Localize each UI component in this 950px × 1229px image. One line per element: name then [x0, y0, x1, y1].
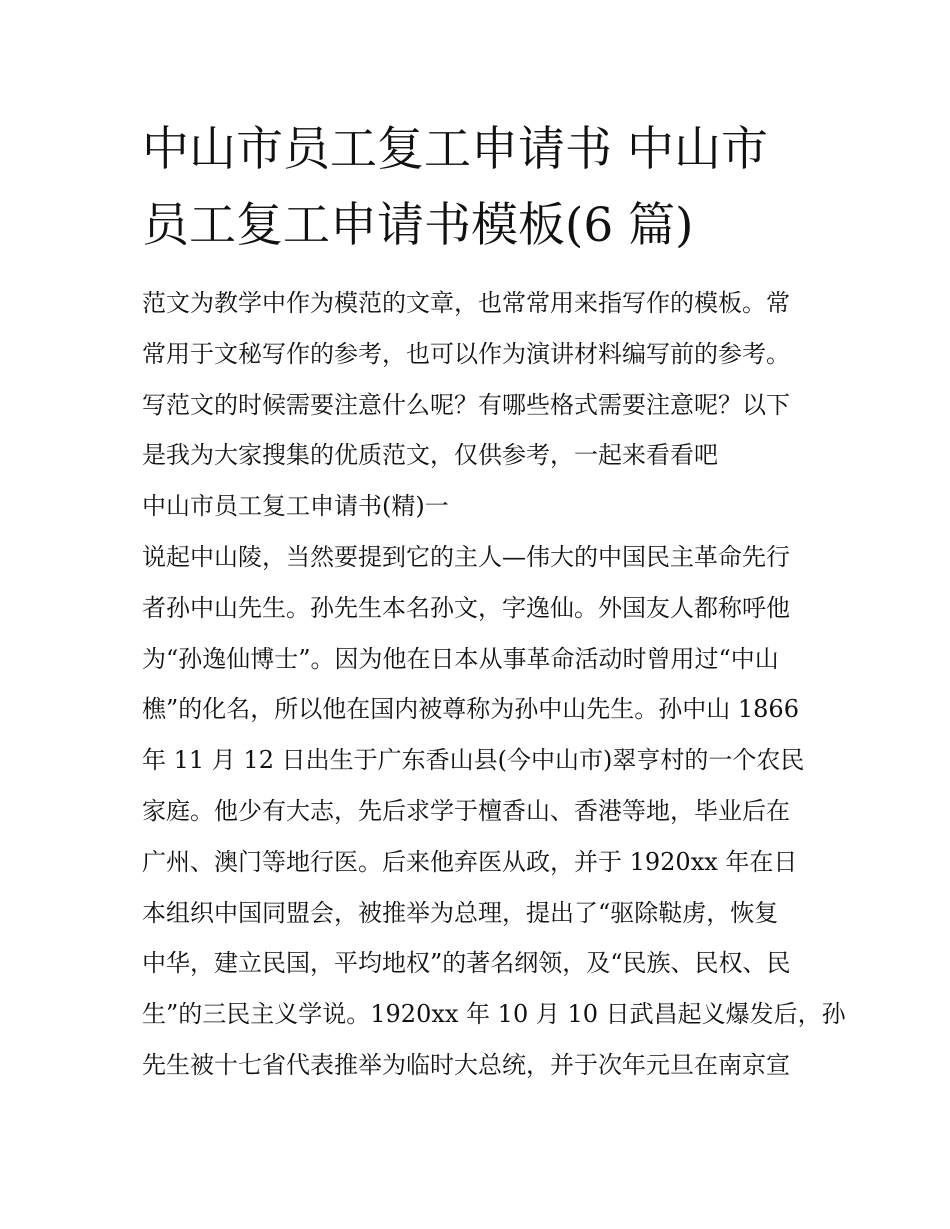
intro-line: 是我为大家搜集的优质范文，仅供参考，一起来看看吧	[142, 441, 718, 470]
body-line: 樵”的化名，所以他在国内被尊称为孙中山先生。孙中山 1866	[142, 695, 799, 724]
body-line: 广州、澳门等地行医。后来他弃医从政，并于 1920xx 年在日	[142, 847, 798, 876]
intro-line: 常用于文秘写作的参考，也可以作为演讲材料编写前的参考。	[142, 339, 790, 368]
body-line: 为“孙逸仙博士”。因为他在日本从事革命活动时曾用过“中山	[142, 644, 779, 673]
title-line: 中山市员工复工申请书 中山市	[142, 122, 768, 177]
body-line: 本组织中国同盟会，被推举为总理，提出了“驱除鞑虏，恢复	[142, 898, 779, 927]
body-line: 先生被十七省代表推举为临时大总统，并于次年元旦在南京宣	[142, 1050, 790, 1079]
body-line: 年 11 月 12 日出生于广东香山县(今中山市)翠亨村的一个农民	[142, 746, 805, 775]
body-line: 说起中山陵，当然要提到它的主人—伟大的中国民主革命先行	[142, 542, 790, 571]
intro-line: 写范文的时候需要注意什么呢？有哪些格式需要注意呢？以下	[142, 390, 790, 419]
body-line: 者孙中山先生。孙先生本名孙文，字逸仙。外国友人都称呼他	[142, 593, 790, 622]
body-line: 家庭。他少有大志，先后求学于檀香山、香港等地，毕业后在	[142, 796, 790, 825]
section-heading: 中山市员工复工申请书(精)一	[142, 492, 449, 521]
title-line: 员工复工申请书模板(6 篇)	[142, 198, 694, 253]
body-line: 生”的三民主义学说。1920xx 年 10 月 10 日武昌起义爆发后，孙	[142, 1000, 846, 1029]
intro-line: 范文为教学中作为模范的文章，也常常用来指写作的模板。常	[142, 289, 790, 317]
document-body	[142, 278, 846, 1091]
document-title	[142, 112, 832, 264]
body-line: 中华，建立民国，平均地权”的著名纲领，及“民族、民权、民	[142, 949, 791, 978]
